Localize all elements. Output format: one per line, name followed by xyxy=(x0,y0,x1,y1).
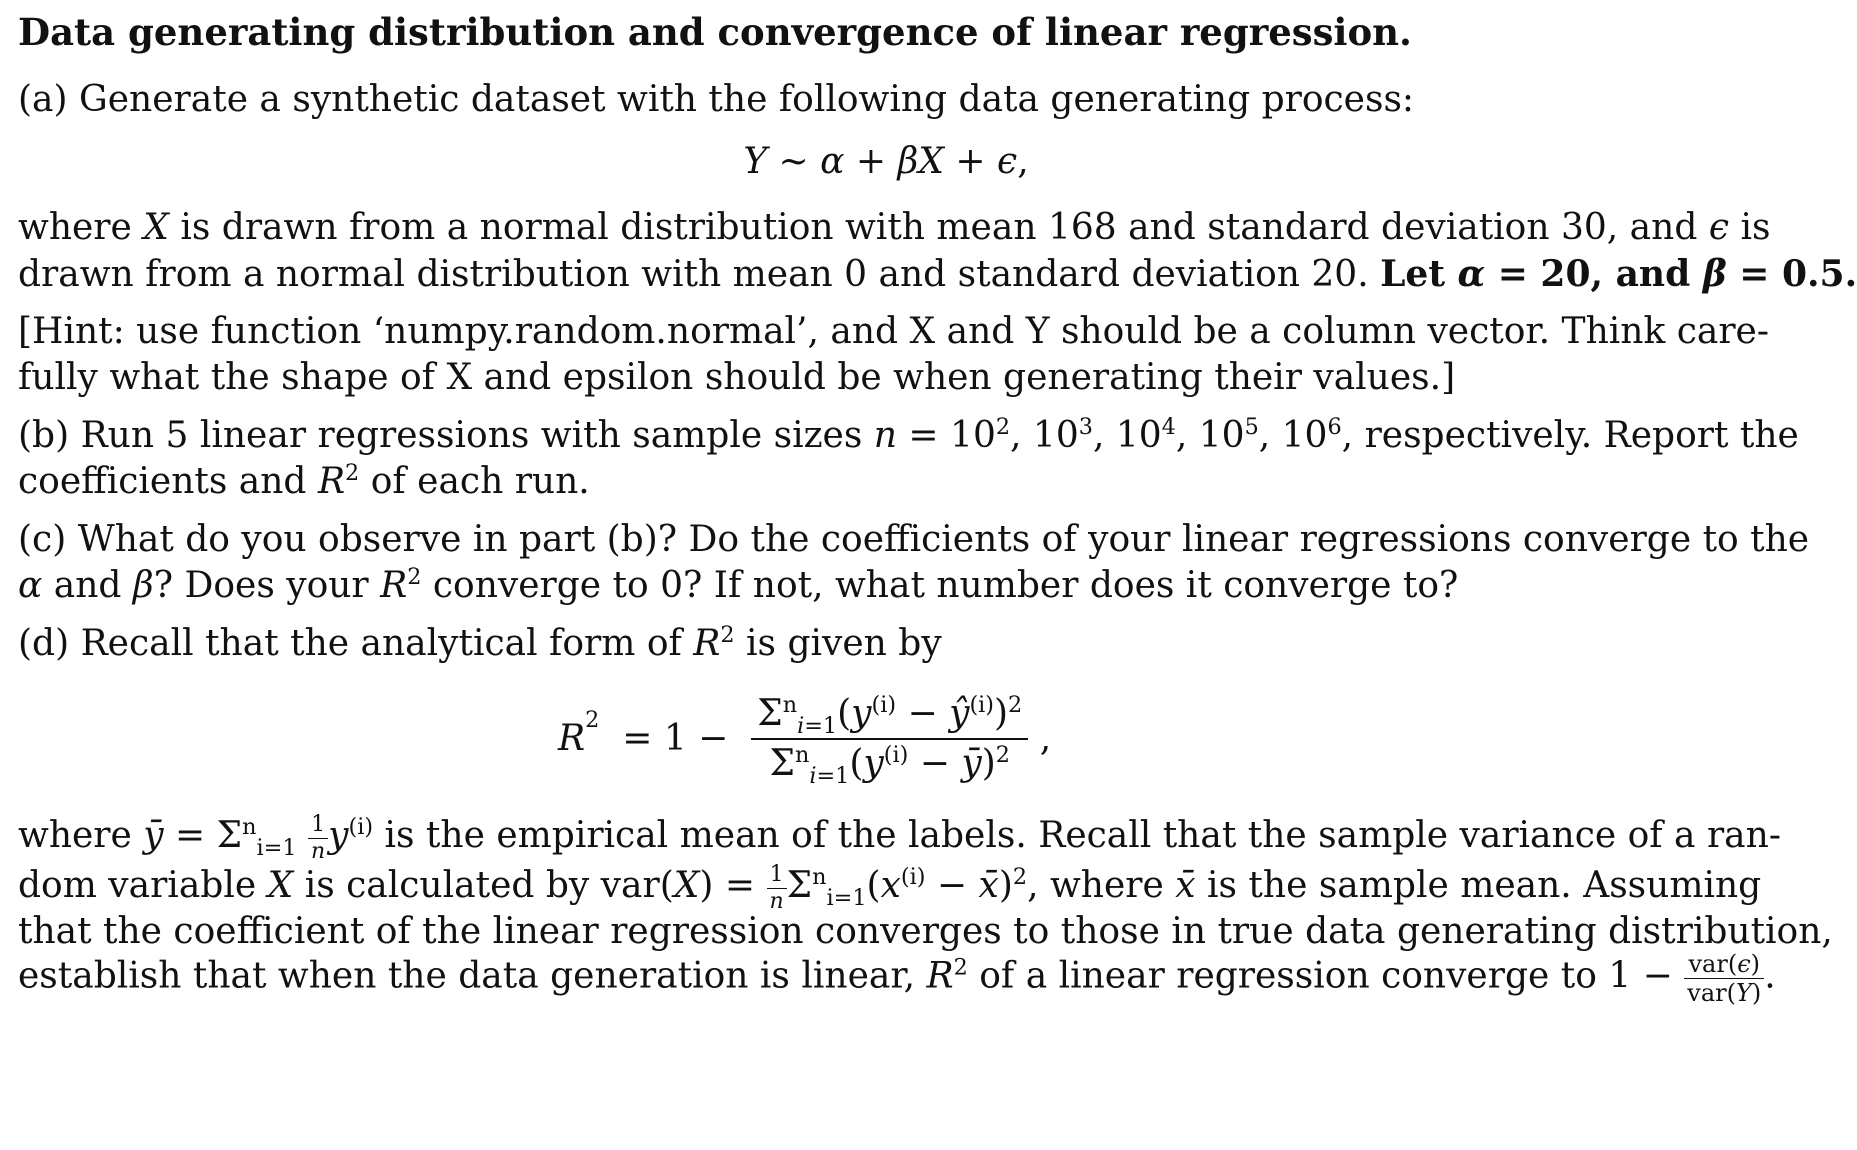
one-over-n: $\frac{1}{n}$ xyxy=(308,812,328,865)
part-d-intro: (d) Recall that the analytical form of $R^2$ is given by xyxy=(18,622,942,664)
part-a-line2-plain: drawn from a normal distribution with mean 0 and standard deviation 20. xyxy=(18,254,1369,295)
part-b-suffix: respectively. Report the xyxy=(1364,415,1799,456)
part-d-line2-c: , where xyxy=(1027,865,1164,906)
part-a-line2: drawn from a normal distribution with mean 0 and standard deviation 20. Let α = 20, and β = 0.5. xyxy=(18,253,1857,295)
part-a-equation: Y ~ α + βX + ϵ, xyxy=(743,141,1029,182)
part-b-prefix: (b) Run 5 linear regressions with sample sizes xyxy=(18,415,863,456)
document-title: Data generating distribution and convergence of linear regression. xyxy=(18,10,1412,54)
part-b-line2-b: of each run. xyxy=(370,461,590,502)
part-d-line1: where ȳ = $\Sigma^n_{i=1}$ $\frac{1}{n}$ $y^{(i)}$ is the empirical mean of the labels. Recall that the sample variance of a ran- xyxy=(18,811,1781,864)
part-d-intro-a: (d) Recall that the analytical form of xyxy=(18,623,682,664)
r-squared-fraction: $\frac{\Sigma^n_{i=1}(y^{(i)} - ŷ^{(i)})^2}{\Sigma^n_{i=1}(y^{(i)} - ȳ)^2}$ xyxy=(751,690,1028,788)
part-c-and: and xyxy=(53,565,122,606)
part-d-line4-b: of a linear regression converge to 1 − xyxy=(979,955,1673,997)
r-squared-equation: $R^2 = 1$ − $\frac{\Sigma^n_{i=1}(y^{(i)} - ŷ^{(i)})^2}{\Sigma^n_{i=1}(y^{(i)} - ȳ)^2}$ , xyxy=(558,692,1052,790)
one-over-n-2: $\frac{1}{n}$ xyxy=(767,862,787,915)
part-d-intro-b: is given by xyxy=(746,623,942,664)
part-c-does: ? Does your xyxy=(153,565,369,606)
part-d-line4-a: establish that when the data generation is linear, xyxy=(18,955,916,997)
part-c-line2: α and β? Does your $R^2$ converge to 0? If not, what number does it converge to? xyxy=(18,564,1459,606)
part-b-line2: coefficients and $R^2$ of each run. xyxy=(18,460,590,502)
part-a-line1: where X is drawn from a normal distribution with mean 168 and standard deviation 30, and ϵ is xyxy=(18,207,1771,248)
part-d-line1-b: is the empirical mean of the labels. Recall that the sample variance of a ran- xyxy=(384,815,1781,856)
part-c-converge: converge to 0? If not, what number does it converge to? xyxy=(432,565,1459,606)
part-a-intro: (a) Generate a synthetic dataset with the following data generating process: xyxy=(18,79,1415,120)
var-ratio-fraction: $\frac{\text{var(ϵ)}}{\text{var(Y)}}$ xyxy=(1684,950,1764,1007)
part-a-hint-line2: fully what the shape of X and epsilon should be when generating their values.] xyxy=(18,357,1456,398)
part-d-line2-d: is the sample mean. Assuming xyxy=(1207,865,1762,906)
part-b-line1: (b) Run 5 linear regressions with sample sizes $n = 10^2$, $10^3$, $10^4$, $10^5$, $10^6$, respectively. Report the xyxy=(18,414,1799,456)
part-d-line3: that the coefficient of the linear regression converges to those in true data generating distribution, xyxy=(18,911,1833,952)
part-c-line1: (c) What do you observe in part (b)? Do the coefficients of your linear regressions converge to the xyxy=(18,519,1810,560)
part-d-line4: establish that when the data generation is linear, $R^2$ of a linear regression converge to 1 − $\frac{\text{var(ϵ)}}{\text{var(Y)}}$ . xyxy=(18,950,1776,1007)
part-b-line2-a: coefficients and xyxy=(18,461,307,502)
part-d-line2-b: is calculated by var( xyxy=(304,865,674,906)
part-a-hint-line1: [Hint: use function ‘numpy.random.normal’, and X and Y should be a column vector. Think care- xyxy=(18,311,1770,352)
part-d-line2-a: dom variable xyxy=(18,865,257,906)
part-d-line2: dom variable X is calculated by var(X) = $\frac{1}{n}$ $\Sigma^n_{i=1}(x^{(i)}$ − x̄)$^2$, where x̄ is the sample mean. Assuming xyxy=(18,861,1762,914)
